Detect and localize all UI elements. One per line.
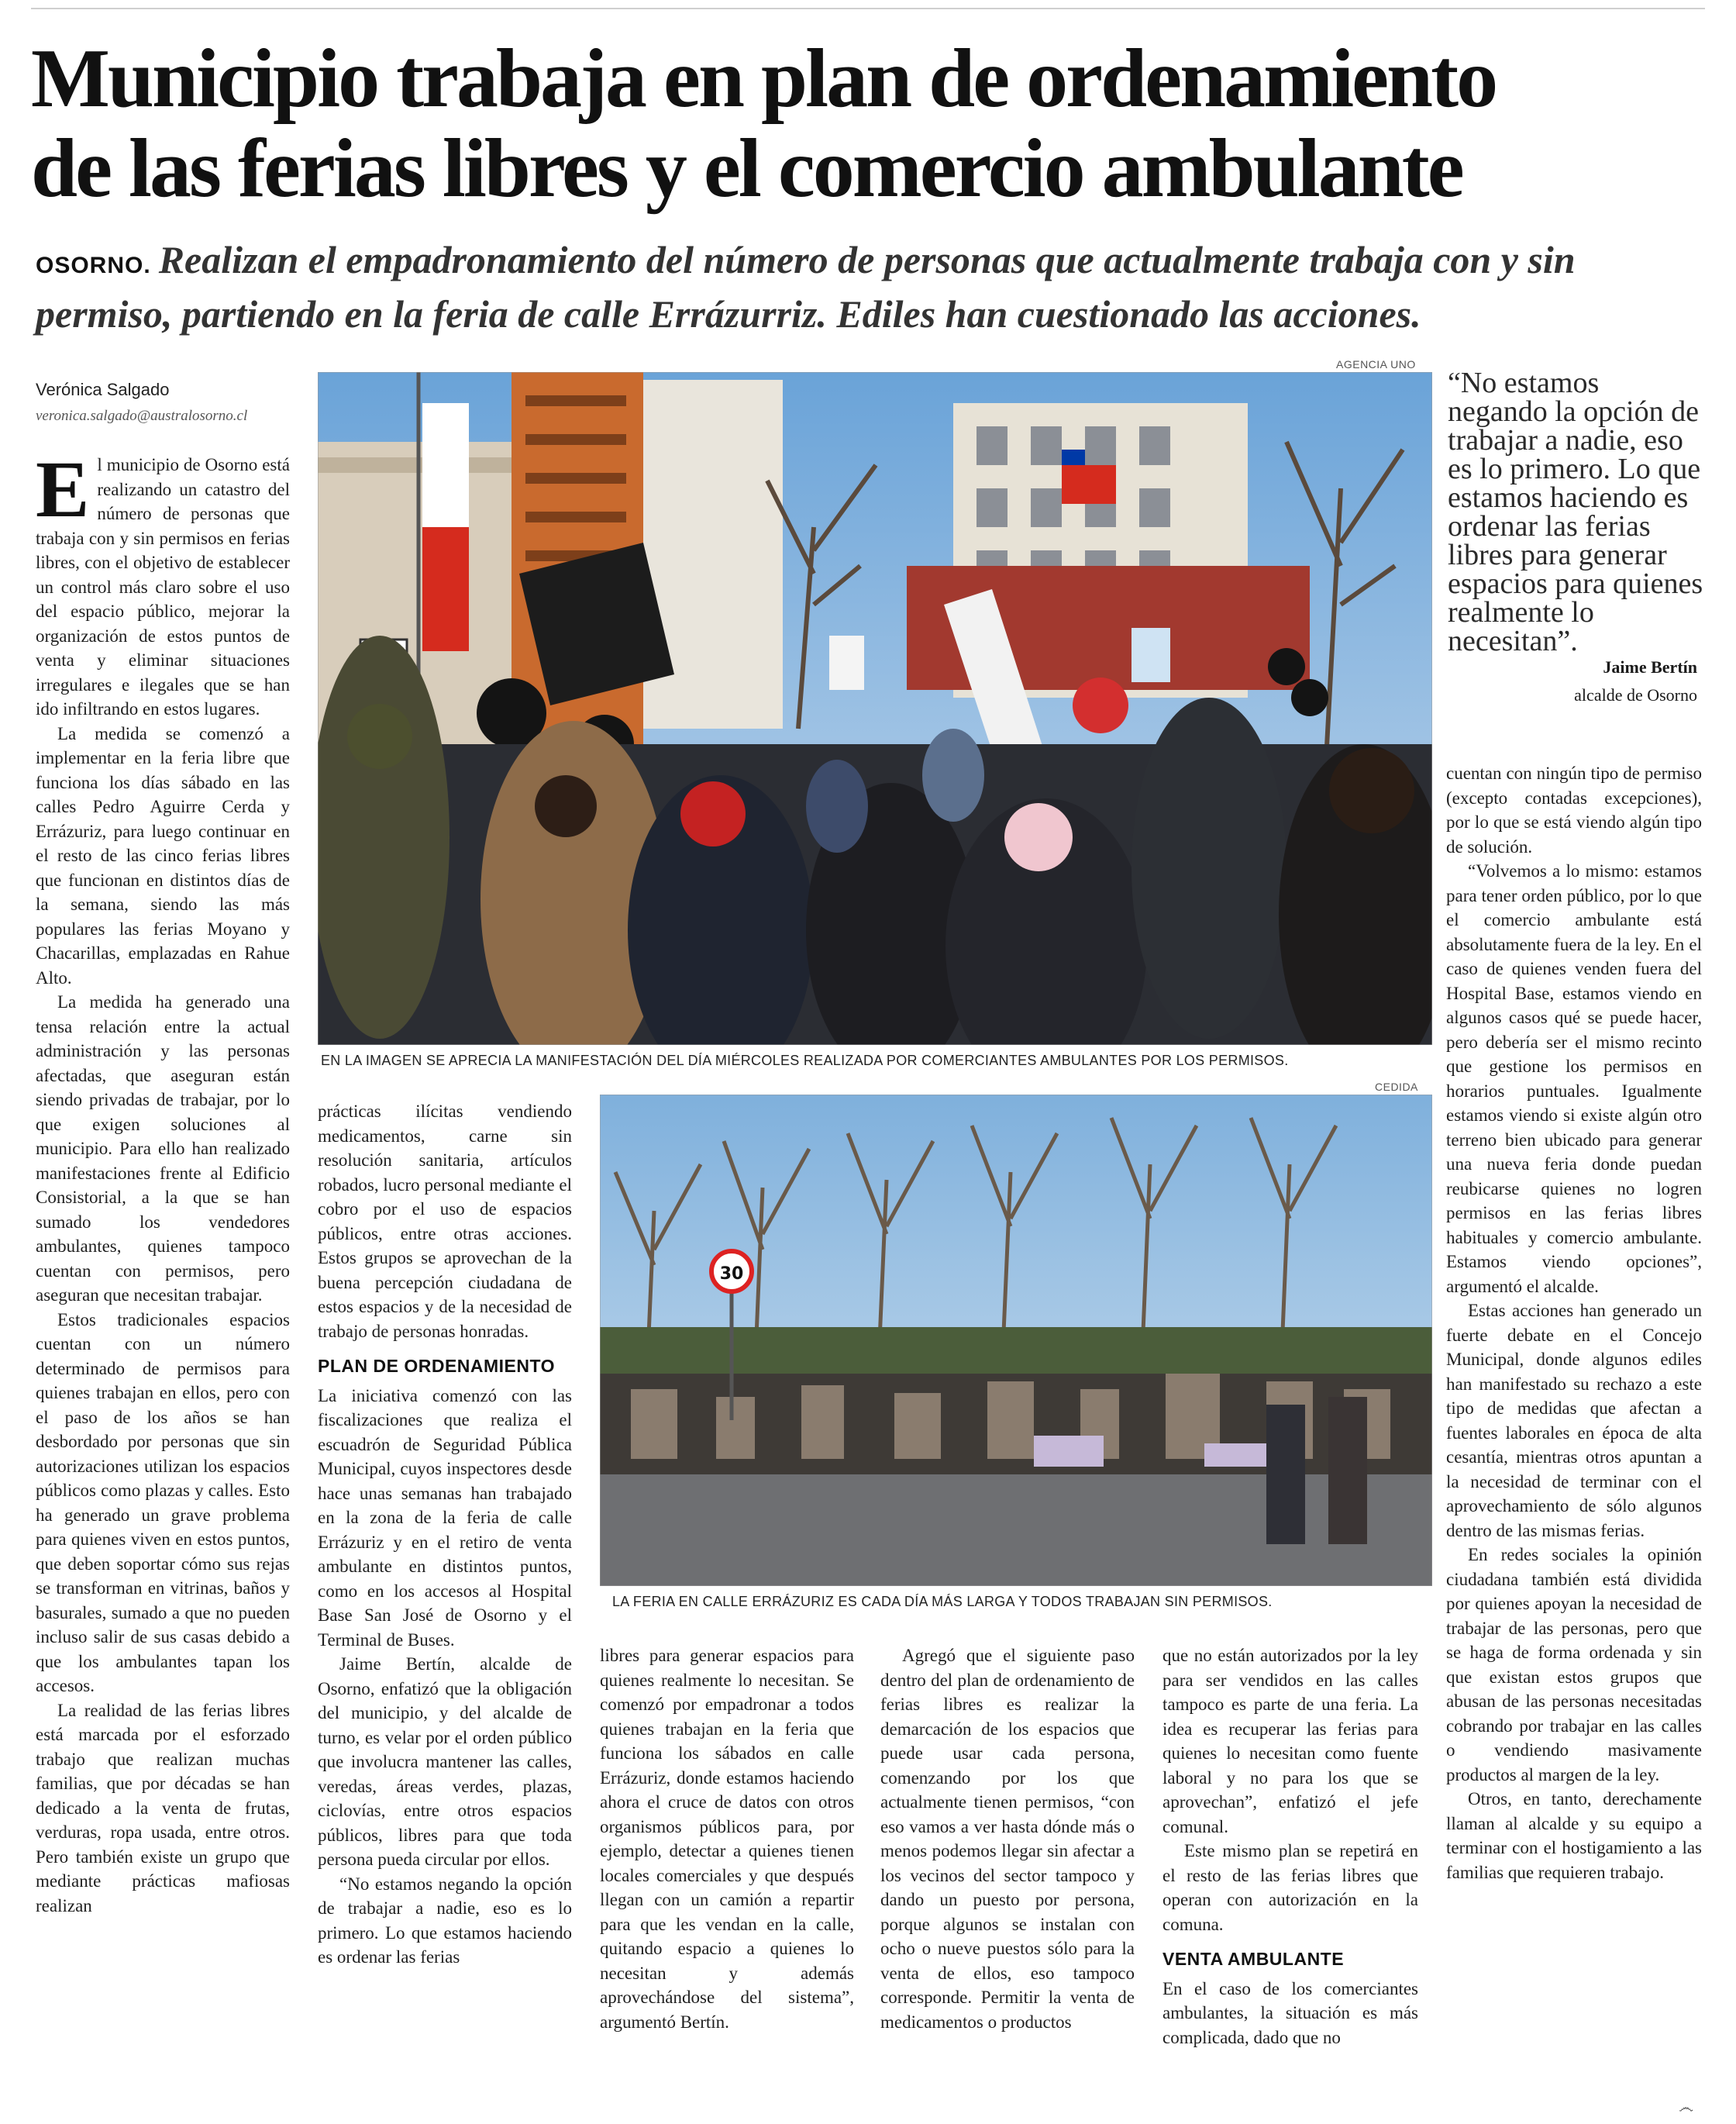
col2-paragraph-1: prácticas ilícitas vendiendo medicamentos, carne sin resolución sanitaria, artículos robados, lucro personal mediante el cobro por el uso de espacios públicos, entre otras acciones. Estos grupos se aprovechan de la buena percepción ciudadana de estos espacios y de la necesidad de trabajo de personas honradas.: [318, 1102, 572, 1341]
deck-text: Realizan el empadronamiento del número de personas que actualmente trabaja con y sin permiso, partiendo en la feria de calle Errázurriz. Ediles han cuestionado las acciones.: [36, 238, 1576, 336]
pull-quote-attribution: [1574, 657, 1697, 705]
protest-photo: [318, 372, 1432, 1045]
speed-limit-sign: 30: [719, 1264, 744, 1284]
photo2-credit: CEDIDA: [1375, 1081, 1418, 1093]
col6-paragraph-3: Estas acciones han generado un fuerte debate en el Concejo Municipal, donde algunos ediles han manifestado su rechazo a este tipo de medidas que afectan a fuentes laborales en época de alta cesantía, mientras otros apuntan a la necesidad de terminar con el aprovechamiento de sólo algunos dentro de las mismas ferias.: [1446, 1301, 1702, 1540]
col5-paragraph-3: En el caso de los comerciantes ambulantes, la situación es más complicada, dado que no: [1162, 1978, 1418, 2047]
column-5: [1162, 1643, 1418, 2050]
col5-paragraph-1: que no están autorizados por la ley para ser vendidos en las calles tampoco es parte de una feria. La idea es recuperar las ferias para quienes lo necesitan como fuente laboral y no para los que se aprovechan”, enfatizó el jefe comunal.: [1162, 1646, 1418, 1836]
pull-quote-author: Jaime Bertín: [1603, 657, 1697, 677]
headline: [31, 34, 1720, 214]
deck-place: OSORNO.: [36, 253, 151, 278]
feria-photo: [600, 1095, 1432, 1586]
col1-paragraph-5: La realidad de las ferias libres está marcada por el esforzado trabajo que realizan muchas familias, que por décadas se han dedicado a la venta de frutas, verduras, ropa usada, entre otros. Pero también existe un grupo que mediante prácticas mafiosas realizan: [36, 1700, 290, 1915]
top-rule: [31, 8, 1705, 9]
deck: [36, 236, 1717, 338]
column-1: [36, 445, 290, 1918]
col1-paragraph-4: Estos tradicionales espacios cuentan con un número determinado de permisos para quienes trabajan en ellos, pero con el paso de los años se han desbordado por personas que sin autorizaciones utilizan los espacios públicos como plazas y calles. Esto ha generado un grave problema para quienes viven en estos puntos, que deben soportar cómo sus rejas se transforman en vitrinas, baños y basurales, sumado a que no pueden incluso salir de sus casas debido a que los ambulantes tapan los accesos.: [36, 1309, 290, 1695]
col2-paragraph-3: Jaime Bertín, alcalde de Osorno, enfatizó que la obligación del municipio, y del alcalde de turno, es velar por el orden público que involucra mantener las calles, veredas, áreas verdes, plazas, ciclovías, entre otros espacios públicos, libres para que toda persona pueda circular por ellos.: [318, 1654, 572, 1869]
col6-paragraph-2: “Volvemos a lo mismo: estamos para tener orden público, por lo que el comercio ambulante está absolutamente fuera de la ley. En el caso de quienes venden fuera del Hospital Base, estamos viendo en algunos casos qué se puede hacer, pero debería ser el mismo recinto que gestione los permisos en horarios puntuales. Igualmente estamos viendo si existe algún otro terreno bien ubicado para generar una nueva feria donde puedan reubicarse quienes no logren permisos en las ferias libres habituales y comercio ambulante. Estamos viendo opciones”, argumentó el alcalde.: [1446, 861, 1702, 1296]
photo2-caption: LA FERIA EN CALLE ERRÁZURIZ ES CADA DÍA MÁS LARGA Y TODOS TRABAJAN SIN PERMISOS.: [612, 1594, 1273, 1609]
col6-paragraph-5: Otros, en tanto, derechamente llaman al alcalde y su equipo a terminar con el hostigamiento a las familias que requieren trabajo.: [1446, 1789, 1702, 1882]
subhead-plan-de-ordenamiento: PLAN DE ORDENAMIENTO: [318, 1356, 556, 1376]
col6-paragraph-4: En redes sociales la opinión ciudadana también está dividida por quienes apoyan la necesidad de trabajar de las personas, pero que se haga de forma ordenada y sin que existan estos grupos que abusan de las personas necesitadas cobrando por trabajar en las calles o vendiendo masivamente productos al margen de la ley.: [1446, 1545, 1702, 1784]
pull-quote-role: alcalde de Osorno: [1574, 685, 1697, 705]
photo1-caption: EN LA IMAGEN SE APRECIA LA MANIFESTACIÓN DEL DÍA MIÉRCOLES REALIZADA POR COMERCIANTES AMBULANTES POR LOS PERMISOS.: [321, 1053, 1289, 1068]
col1-paragraph-2: La medida se comenzó a implementar en la feria libre que funciona los días sábado en las calles Pedro Aguirre Cerda y Errázuriz, para luego continuar en el resto de las cinco ferias libres que funcionan en distintos días de la semana, siendo las más populares las ferias Moyano y Chacarillas, emplazadas en Rahue Alto.: [36, 723, 290, 988]
pull-quote: “No estamos negando la opción de trabajar a nadie, eso es lo primero. Lo que estamos haciendo es ordenar las ferias libres para generar espacios para quienes realmente lo necesitan”.: [1448, 367, 1703, 657]
dropcap: E: [36, 445, 90, 534]
col2-paragraph-2: La iniciativa comenzó con las fiscalizaciones que realiza el escuadrón de Seguridad Pública Municipal, cuyos inspectores desde hace unas semanas han trabajado en la zona de la feria de calle Errázuriz y en el retiro de venta ambulante en distintos puntos, como en los accesos al Hospital Base San José de Osorno y el Terminal de Buses.: [318, 1385, 572, 1650]
end-mark-icon: ෴: [1679, 2098, 1693, 2116]
photo1-credit: AGENCIA UNO: [1336, 358, 1416, 371]
col6-paragraph-1: cuentan con ningún tipo de permiso (excepto contadas excepciones), por lo que se está viendo algún tipo de solución.: [1446, 764, 1702, 857]
headline-line-2: de las ferias libres y el comercio ambulante: [31, 122, 1462, 215]
column-2: [318, 1099, 572, 1970]
byline-email[interactable]: veronica.salgado@australosorno.cl: [36, 408, 248, 424]
col2-paragraph-4: “No estamos negando la opción de trabajar a nadie, eso es lo primero. Lo que estamos haciendo es ordenar las ferias: [318, 1874, 572, 1967]
col3-paragraph-1: libres para generar espacios para quienes realmente lo necesitan. Se comenzó por empadronar a todos quienes trabajan en la feria que funciona los sábados en calle Errázuriz, donde estamos haciendo ahora el cruce de datos con otros organismos públicos para, por ejemplo, detectar a quienes tienen locales comerciales y que después llegan con un camión a repartir para que les vendan en la calle, quitando espacio a quienes lo necesitan y además aprovechándose del sistema”, argumentó Bertín.: [600, 1646, 854, 2032]
col1-paragraph-3: La medida ha generado una tensa relación entre la actual administración y las personas afectadas, que aseguran están siendo privadas de trabajar, por lo que exigen soluciones al municipio. Para ello han realizado manifestaciones frente al Edificio Consistorial, a la que se han sumado los vendedores ambulantes, quienes tampoco cuentan con permisos, pero aseguran que necesitan trabajar.: [36, 992, 290, 1305]
column-6: [1446, 761, 1702, 1884]
byline-author: Verónica Salgado: [36, 380, 170, 399]
subhead-venta-ambulante: VENTA AMBULANTE: [1162, 1949, 1345, 1969]
col1-paragraph-1: l municipio de Osorno está realizando un catastro del número de personas que trabaja con y sin permisos en ferias libres, con el objetivo de establecer un control más claro sobre el uso del espacio público, mejorar la organización de estos puntos de venta y eliminar situaciones irregulares e ilegales que se han ido infiltrando en estos lugares.: [36, 455, 290, 719]
col4-paragraph-1: Agregó que el siguiente paso dentro del plan de ordenamiento de ferias libres es realizar la demarcación de los espacios que puede usar cada persona, comenzando por los que actualmente tienen permisos, “con eso vamos a ver hasta dónde más o menos podemos llegar sin afectar a los vecinos del sector tampoco y dando un puesto por persona, porque algunos se instalan con ocho o nueve puestos sólo para la venta de ellos, eso tampoco corresponde. Permitir la venta de medicamentos o productos: [880, 1646, 1135, 2032]
col5-paragraph-2: Este mismo plan se repetirá en el resto de las ferias libres que operan con autorización en la comuna.: [1162, 1841, 1418, 1934]
column-4: [880, 1643, 1135, 2034]
byline: [36, 380, 307, 425]
headline-line-1: Municipio trabaja en plan de ordenamiento: [31, 33, 1497, 125]
column-3: [600, 1643, 854, 2034]
